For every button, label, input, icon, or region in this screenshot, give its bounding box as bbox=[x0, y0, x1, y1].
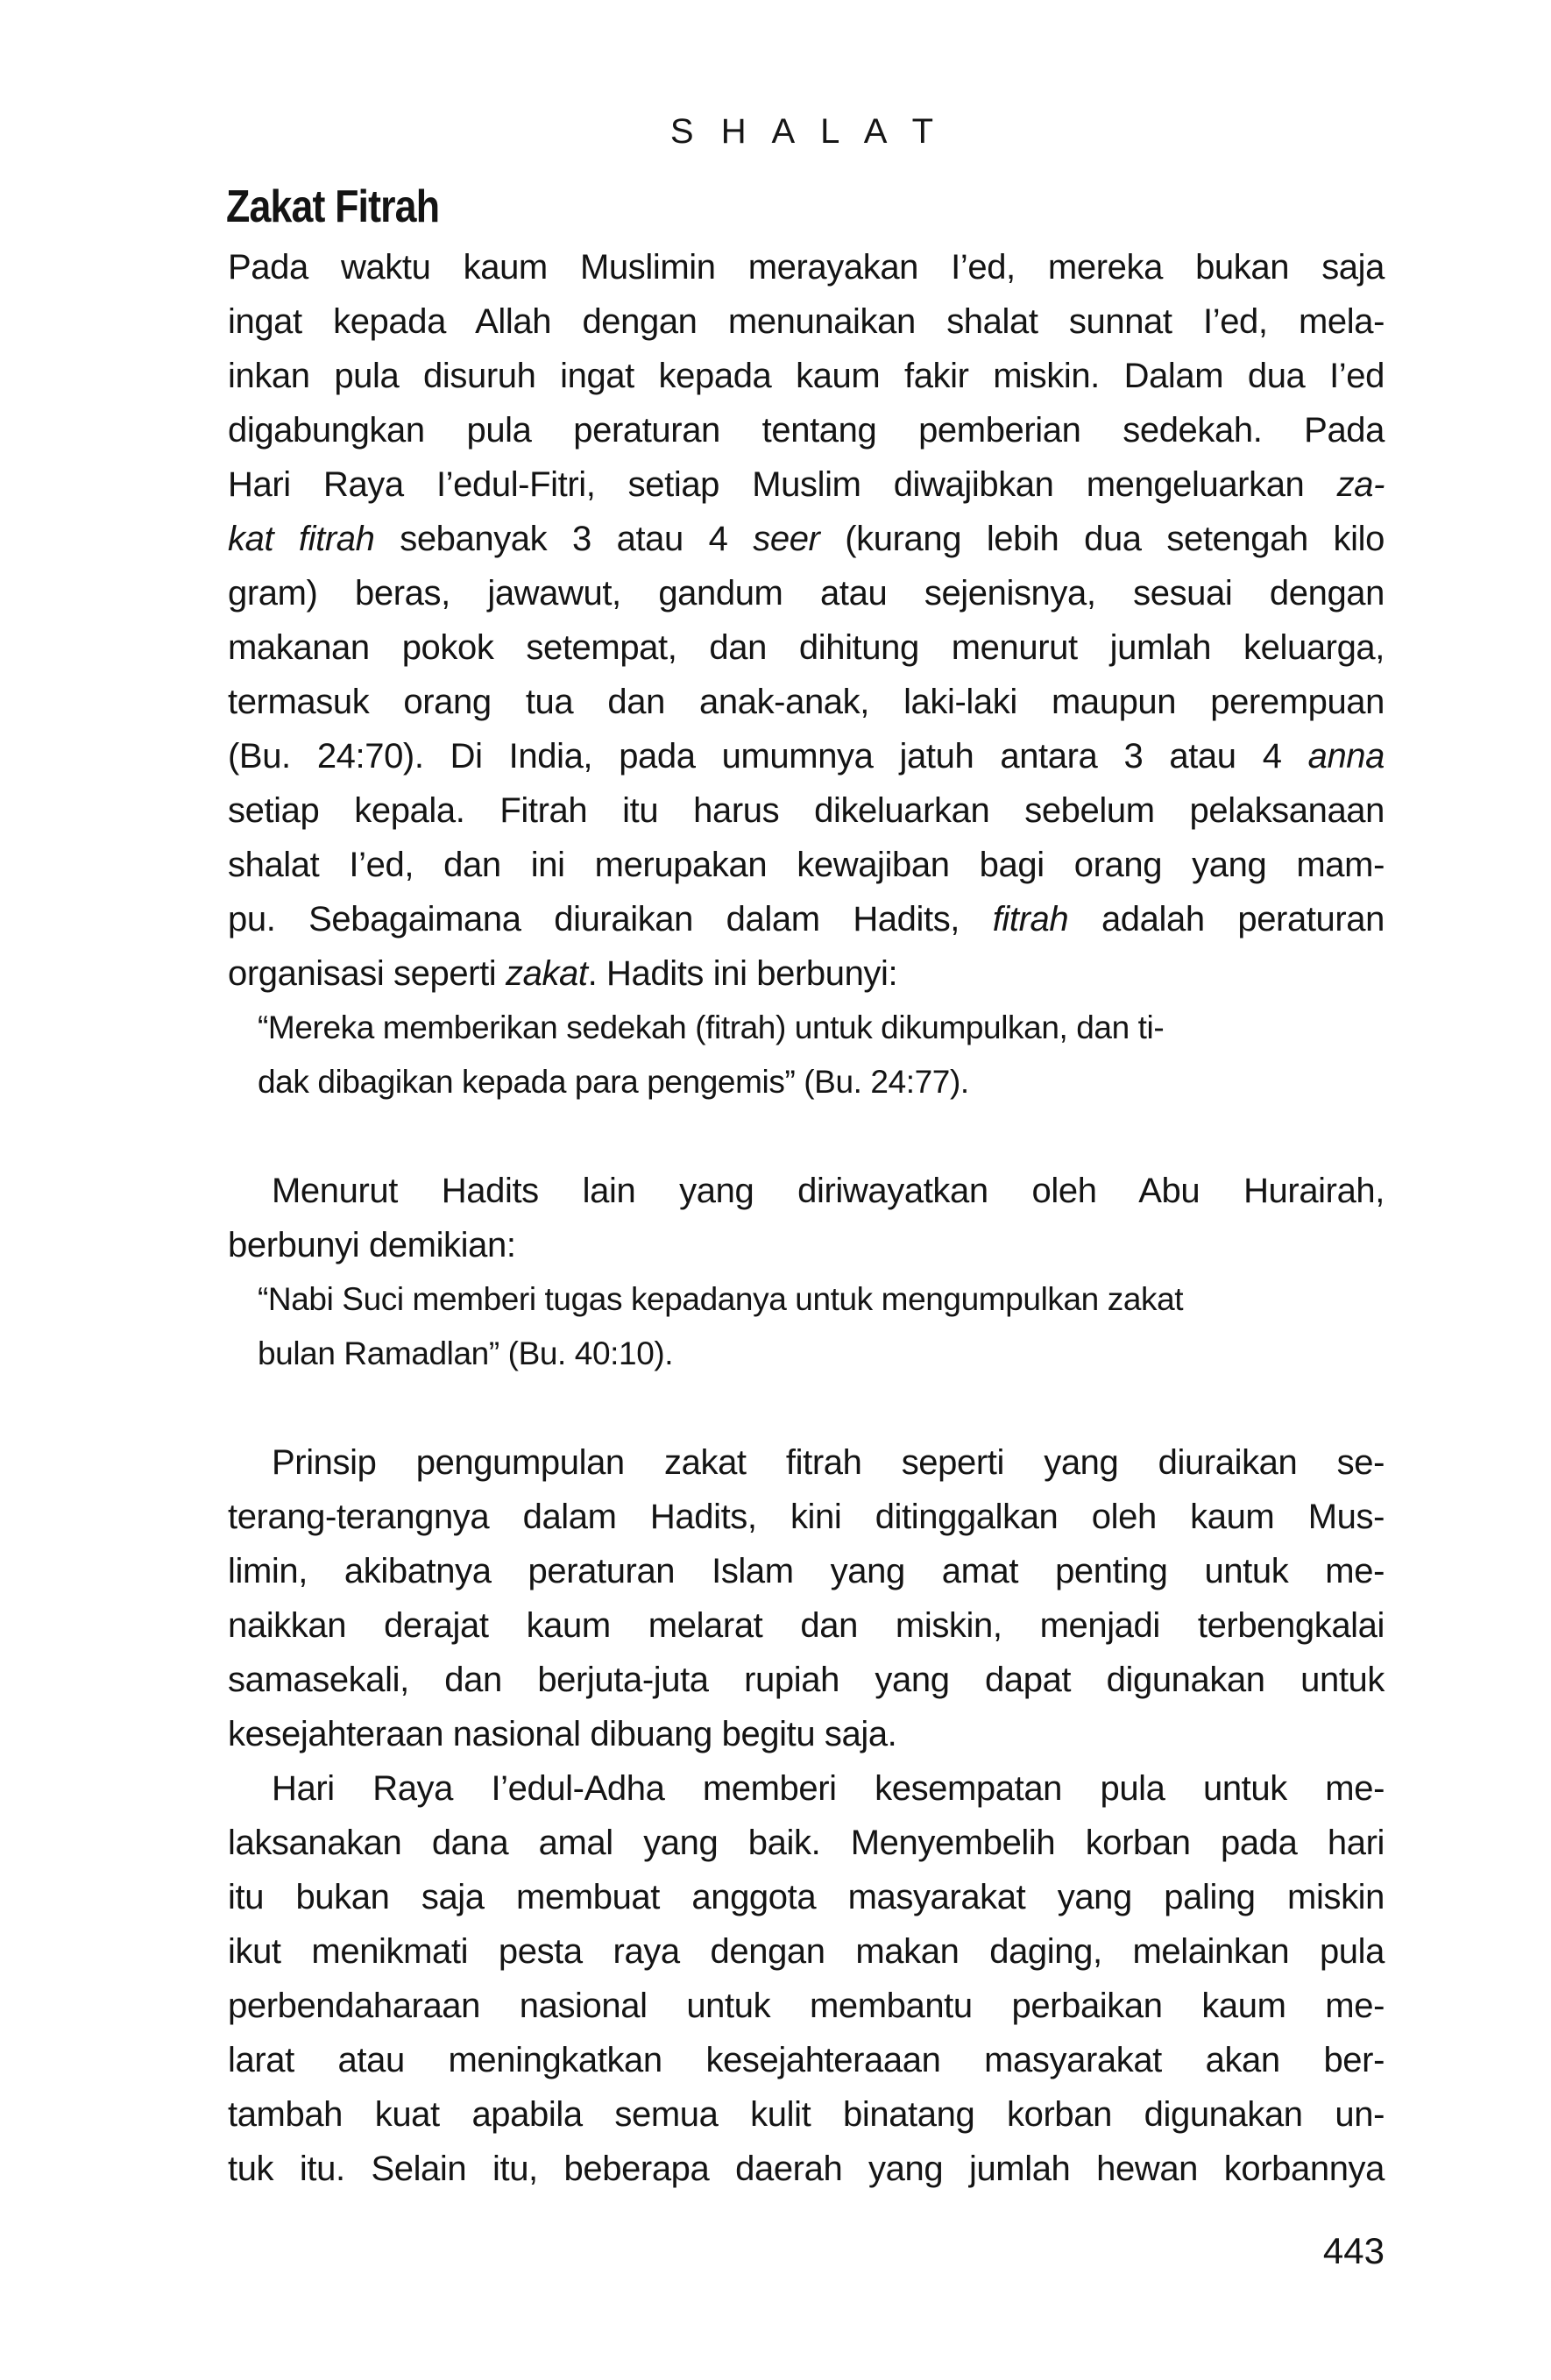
quote-line bbox=[228, 1272, 1385, 1327]
body-line bbox=[228, 1761, 1385, 1816]
text-segment: Menurut Hadits lain yang diriwayatkan oleh Abu Hurairah, bbox=[272, 1172, 1385, 1210]
text-segment: berbunyi demikian: bbox=[228, 1226, 516, 1264]
section-heading bbox=[226, 182, 474, 231]
body-line bbox=[228, 349, 1385, 403]
text-segment: shalat I’ed, dan ini merupakan kewajiban bagi orang yang mam- bbox=[228, 846, 1385, 884]
body-line bbox=[228, 838, 1385, 892]
body-line bbox=[228, 1435, 1385, 1490]
text-segment: naikkan derajat kaum melarat dan miskin, menjadi terbengkalai bbox=[228, 1606, 1385, 1645]
body-line bbox=[228, 892, 1385, 946]
text-segment: limin, akibatnya peraturan Islam yang amat penting untuk me- bbox=[228, 1552, 1385, 1590]
text-segment: (Bu. 24:70). Di India, pada umumnya jatuh antara 3 atau 4 bbox=[228, 737, 1308, 776]
text-segment: digabungkan pula peraturan tentang pemberian sedekah. Pada bbox=[228, 411, 1385, 450]
body-line bbox=[228, 457, 1385, 512]
text-segment: pu. Sebagaimana diuraikan dalam Hadits, bbox=[228, 900, 993, 939]
text-segment: samasekali, dan berjuta-juta rupiah yang dapat digunakan untuk bbox=[228, 1661, 1385, 1699]
text-segment: dak dibagikan kepada para pengemis” (Bu. 24:77). bbox=[258, 1064, 969, 1100]
body-line bbox=[228, 1164, 1385, 1218]
text-segment: sebanyak 3 atau 4 bbox=[374, 520, 754, 558]
text-segment: makanan pokok setempat, dan dihitung menurut jumlah keluarga, bbox=[228, 628, 1385, 667]
italic-text-segment: fitrah bbox=[992, 900, 1069, 939]
body-line bbox=[228, 675, 1385, 729]
section-heading-text: Zakat Fitrah bbox=[226, 181, 440, 232]
text-segment: ikut menikmati pesta raya dengan makan daging, melainkan pula bbox=[228, 1932, 1385, 1971]
text-segment: Prinsip pengumpulan zakat fitrah seperti yang diuraikan se- bbox=[272, 1443, 1385, 1482]
text-segment: Hari Raya I’edul-Adha memberi kesempatan pula untuk me- bbox=[272, 1769, 1385, 1808]
page-number: 443 bbox=[1322, 2230, 1385, 2271]
body-line bbox=[228, 2033, 1385, 2087]
text-segment: tuk itu. Selain itu, beberapa daerah yang jumlah hewan korbannya bbox=[228, 2150, 1385, 2188]
quote-line bbox=[228, 1001, 1385, 1055]
paragraph-gap bbox=[228, 1381, 1385, 1435]
body-line bbox=[228, 946, 1385, 1001]
quote-line bbox=[228, 1055, 1385, 1109]
italic-text-segment: anna bbox=[1307, 737, 1385, 776]
italic-text-segment: za- bbox=[1336, 465, 1385, 504]
text-segment: larat atau meningkatkan kesejahteraaan masyarakat akan ber- bbox=[228, 2041, 1385, 2079]
text-segment: itu bukan saja membuat anggota masyarakat yang paling miskin bbox=[228, 1878, 1385, 1916]
text-segment: “Nabi Suci memberi tugas kepadanya untuk mengumpulkan zakat bbox=[258, 1281, 1184, 1317]
body-line bbox=[228, 240, 1385, 294]
text-segment: perbendaharaan nasional untuk membantu perbaikan kaum me- bbox=[228, 1987, 1385, 2025]
text-segment: setiap kepala. Fitrah itu harus dikeluarkan sebelum pelaksanaan bbox=[228, 791, 1385, 830]
italic-text-segment: seer bbox=[753, 520, 820, 558]
body-line bbox=[228, 294, 1385, 349]
body-line bbox=[228, 1870, 1385, 1924]
body-line bbox=[228, 512, 1385, 566]
italic-text-segment: zakat bbox=[506, 954, 588, 993]
body-line bbox=[228, 566, 1385, 620]
body-line bbox=[228, 1979, 1385, 2033]
text-segment: bulan Ramadlan” (Bu. 40:10). bbox=[258, 1335, 674, 1371]
body-line bbox=[228, 783, 1385, 838]
body-line bbox=[228, 2142, 1385, 2196]
text-segment: terang-terangnya dalam Hadits, kini ditinggalkan oleh kaum Mus- bbox=[228, 1498, 1385, 1536]
text-segment: organisasi seperti bbox=[228, 954, 506, 993]
body-line bbox=[228, 2087, 1385, 2142]
text-segment: termasuk orang tua dan anak-anak, laki-laki maupun perempuan bbox=[228, 683, 1385, 721]
body-line bbox=[228, 403, 1385, 457]
body-line bbox=[228, 1598, 1385, 1653]
text-segment: Pada waktu kaum Muslimin merayakan I’ed, mereka bukan saja bbox=[228, 248, 1385, 287]
body-line bbox=[228, 1707, 1385, 1761]
text-segment: ingat kepada Allah dengan menunaikan shalat sunnat I’ed, mela- bbox=[228, 302, 1385, 341]
quote-line bbox=[228, 1327, 1385, 1381]
body-line bbox=[228, 1490, 1385, 1544]
text-segment: tambah kuat apabila semua kulit binatang korban digunakan un- bbox=[228, 2095, 1385, 2134]
body-line bbox=[228, 1218, 1385, 1272]
text-body bbox=[228, 240, 1385, 2196]
body-line bbox=[228, 1816, 1385, 1870]
text-segment: gram) beras, jawawut, gandum atau sejenisnya, sesuai dengan bbox=[228, 574, 1385, 613]
text-segment: (kurang lebih dua setengah kilo bbox=[819, 520, 1385, 558]
running-header: S H A L A T bbox=[669, 112, 943, 151]
body-line bbox=[228, 729, 1385, 783]
text-segment: Hari Raya I’edul-Fitri, setiap Muslim diwajibkan mengeluarkan bbox=[228, 465, 1337, 504]
text-segment: laksanakan dana amal yang baik. Menyembelih korban pada hari bbox=[228, 1824, 1385, 1862]
text-segment: kesejahteraan nasional dibuang begitu saja. bbox=[228, 1715, 897, 1753]
body-line bbox=[228, 1653, 1385, 1707]
body-line bbox=[228, 1544, 1385, 1598]
text-segment: inkan pula disuruh ingat kepada kaum fakir miskin. Dalam dua I’ed bbox=[228, 357, 1385, 395]
body-line bbox=[228, 620, 1385, 675]
body-line bbox=[228, 1924, 1385, 1979]
paragraph-gap bbox=[228, 1109, 1385, 1164]
text-segment: adalah peraturan bbox=[1068, 900, 1385, 939]
text-segment: “Mereka memberikan sedekah (fitrah) untuk dikumpulkan, dan ti- bbox=[258, 1009, 1165, 1045]
text-segment: . Hadits ini berbunyi: bbox=[587, 954, 898, 993]
italic-text-segment: kat fitrah bbox=[228, 520, 375, 558]
